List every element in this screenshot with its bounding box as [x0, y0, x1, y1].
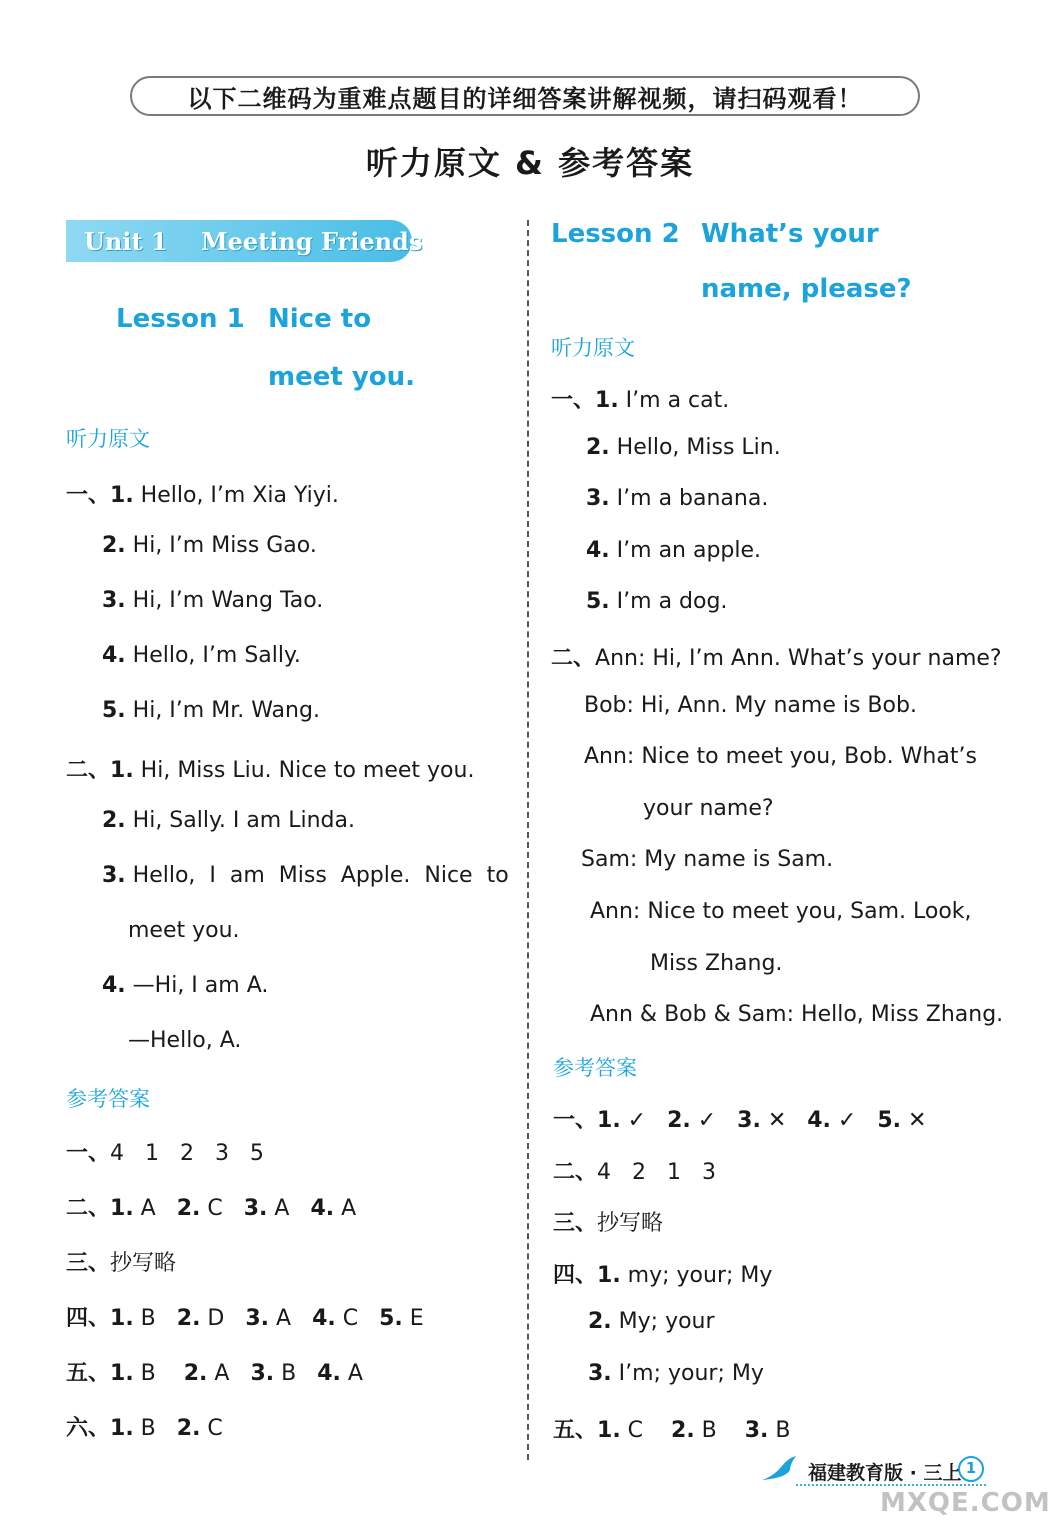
footer-edition: 福建教育版 · 三上: [808, 1462, 962, 1484]
answer-text: my; your; My: [620, 1262, 773, 1288]
answer-text: C: [620, 1417, 672, 1443]
column-divider: [527, 220, 529, 1460]
script-text: I’m a dog.: [609, 589, 728, 615]
item-number: 1.: [110, 1361, 134, 1386]
bird-logo-icon: [760, 1454, 800, 1484]
lesson-1-title-line-1: Nice to: [268, 304, 372, 334]
section-marker: 一、: [66, 483, 111, 508]
item-number: 3.: [586, 486, 610, 512]
item-number: 4.: [310, 1196, 335, 1221]
section-marker: 五、: [553, 1417, 598, 1443]
lesson-2-label: Lesson 2: [551, 219, 680, 249]
lesson-2-title-line-2: name, please?: [701, 274, 912, 304]
script-line: [586, 435, 781, 460]
section-marker: 二、: [66, 1196, 111, 1221]
script-text: Bob: Hi, Ann. My name is Bob.: [584, 692, 917, 718]
script-text: Hello, I’m Xia Yiyi.: [133, 483, 339, 508]
answer-text: B: [768, 1417, 791, 1443]
item-number: 4.: [807, 1108, 831, 1133]
answer-text: ✓: [620, 1108, 668, 1133]
item-number: 2.: [176, 1306, 201, 1331]
answer-line: [588, 1309, 715, 1334]
script-line: [586, 486, 768, 511]
lesson-1-listening-heading: 听力原文: [66, 427, 150, 451]
answer-text: B: [274, 1361, 318, 1386]
script-line: [102, 698, 320, 723]
answer-line: [66, 1246, 176, 1277]
script-line: [581, 847, 833, 872]
unit-label: Unit 1: [84, 226, 168, 256]
section-marker: 三、: [553, 1211, 598, 1237]
answer-text: A: [133, 1196, 177, 1221]
answer-text: My; your: [611, 1309, 715, 1335]
answer-text: A: [334, 1196, 357, 1221]
script-line: [584, 693, 917, 718]
script-text: Hi, I’m Miss Gao.: [125, 533, 317, 558]
answer-text: I’m; your; My: [611, 1361, 764, 1386]
answer-text: ✕: [901, 1108, 927, 1133]
unit-title: Meeting Friends: [201, 226, 423, 256]
answer-text: B: [694, 1417, 745, 1443]
item-number: 5.: [586, 589, 610, 615]
item-number: 3.: [102, 588, 126, 613]
script-line: [66, 753, 474, 784]
page-title: 听力原文 & 参考答案: [365, 144, 695, 182]
item-number: 3.: [102, 863, 126, 888]
answer-text: A: [269, 1306, 313, 1331]
answer-text: 4 2 1 3: [597, 1159, 716, 1185]
item-number: 2.: [588, 1309, 612, 1335]
script-line: [586, 538, 761, 563]
script-line: [102, 808, 355, 833]
answer-text: A: [267, 1196, 311, 1221]
section-marker: 六、: [66, 1416, 111, 1441]
item-number: 4.: [312, 1306, 336, 1331]
answer-text: A: [340, 1361, 363, 1386]
script-text: Hi, I’m Wang Tao.: [125, 588, 324, 613]
answer-text: ✓: [830, 1108, 878, 1133]
script-line: [102, 588, 323, 613]
item-number: 2.: [102, 533, 126, 558]
item-number: 1.: [597, 1262, 621, 1288]
script-line: [586, 589, 727, 614]
script-text: Hi, I’m Mr. Wang.: [125, 698, 320, 723]
script-text: Ann & Bob & Sam: Hello, Miss Zhang.: [590, 1002, 1004, 1028]
section-marker: 三、: [66, 1251, 111, 1276]
footer-publisher: 福建教育版: [808, 1462, 904, 1484]
item-number: 4.: [102, 643, 126, 668]
item-number: 2.: [586, 434, 610, 460]
section-marker: 二、: [551, 646, 596, 671]
item-number: 3.: [744, 1417, 769, 1443]
footer-rule: [796, 1484, 986, 1486]
item-number: 3.: [737, 1108, 761, 1133]
video-banner: 以下二维码为重难点题目的详细答案讲解视频，请扫码观看！: [130, 76, 920, 116]
item-number: 1.: [110, 758, 134, 783]
script-text: Hello, I’m Sally.: [125, 643, 301, 668]
answer-line: [66, 1411, 223, 1442]
item-number: 1.: [595, 388, 619, 413]
answer-text: C: [200, 1416, 223, 1441]
lesson-1-title-line-2: meet you.: [268, 362, 416, 392]
item-number: 2.: [176, 1416, 201, 1441]
section-marker: 四、: [553, 1262, 598, 1288]
section-marker: 一、: [551, 388, 596, 413]
item-number: 2.: [667, 1108, 691, 1133]
answer-text: ✕: [760, 1108, 808, 1133]
answer-text: E: [402, 1306, 424, 1331]
site-watermark: MXQE.COM: [880, 1488, 1051, 1518]
script-text: Hi, Miss Liu. Nice to meet you.: [133, 758, 475, 783]
item-number: 1.: [110, 483, 134, 508]
item-number: 3.: [245, 1306, 270, 1331]
item-number: 1.: [110, 1416, 134, 1441]
answer-text: ✓: [690, 1108, 738, 1133]
section-marker: 二、: [553, 1159, 598, 1185]
script-text: Ann: Hi, I’m Ann. What’s your name?: [595, 646, 1002, 671]
answer-text: B: [133, 1361, 184, 1386]
script-text: I’m a banana.: [609, 486, 769, 512]
item-number: 4.: [586, 537, 610, 563]
answer-text: B: [133, 1416, 177, 1441]
script-text: Ann: Nice to meet you, Sam. Look,: [590, 899, 972, 924]
script-line: [551, 383, 729, 414]
script-line: [128, 918, 240, 943]
page-number: 1: [965, 1459, 977, 1477]
answer-text: 4 1 2 3 5: [110, 1141, 264, 1166]
script-line: [66, 478, 339, 509]
answer-line: [553, 1413, 791, 1444]
script-text: Ann: Nice to meet you, Bob. What’s: [584, 744, 977, 770]
answer-line: [553, 1258, 772, 1289]
script-line: [102, 533, 317, 558]
script-text: Sam: My name is Sam.: [581, 847, 834, 873]
item-number: 5.: [877, 1108, 901, 1133]
lesson-2-answers-heading: 参考答案: [553, 1056, 637, 1080]
answer-line: [66, 1356, 363, 1387]
item-number: 1.: [110, 1306, 134, 1331]
item-number: 2.: [671, 1417, 695, 1443]
item-number: 3.: [588, 1361, 612, 1386]
script-line: [102, 643, 301, 668]
script-text: I’m a cat.: [618, 388, 730, 413]
script-text: Miss Zhang.: [650, 950, 783, 976]
script-text: I’m an apple.: [609, 537, 762, 563]
script-line: [590, 899, 972, 924]
answer-line: [66, 1191, 356, 1222]
item-number: 4.: [102, 973, 126, 998]
item-number: 2.: [183, 1361, 208, 1386]
item-number: 2.: [102, 808, 126, 833]
script-line: [643, 796, 774, 821]
answer-text: C: [335, 1306, 380, 1331]
answer-text: 抄写略: [110, 1251, 177, 1276]
script-line: [590, 1002, 1003, 1027]
item-number: 5.: [379, 1306, 403, 1331]
lesson-2-listening-heading: 听力原文: [551, 336, 635, 360]
section-marker: 一、: [553, 1108, 598, 1133]
answer-text: D: [200, 1306, 246, 1331]
item-number: 3.: [243, 1196, 268, 1221]
page-footer: [760, 1448, 990, 1492]
section-marker: 五、: [66, 1361, 111, 1386]
script-text: Hi, Sally. I am Linda.: [125, 808, 355, 833]
script-text: your name?: [643, 795, 774, 821]
answer-line: [553, 1206, 663, 1237]
footer-grade: 三上: [923, 1462, 962, 1484]
script-text: Hello, Miss Lin.: [609, 434, 781, 460]
answer-line: [66, 1301, 424, 1332]
answer-text: 抄写略: [597, 1211, 664, 1237]
script-line: [102, 973, 268, 998]
item-number: 3.: [250, 1361, 275, 1386]
lesson-2-title-line-1: What’s your: [701, 219, 879, 249]
item-number: 1.: [597, 1108, 621, 1133]
script-line: [584, 744, 977, 769]
section-marker: 二、: [66, 758, 111, 783]
section-marker: 四、: [66, 1306, 111, 1331]
item-number: 1.: [110, 1196, 134, 1221]
answer-line: [588, 1361, 764, 1386]
script-line: [102, 863, 509, 888]
script-text: —Hi, I am A.: [125, 973, 269, 998]
item-number: 2.: [176, 1196, 201, 1221]
lesson-1-label: Lesson 1: [116, 304, 245, 334]
unit-tab: [66, 220, 423, 262]
script-line: [128, 1028, 241, 1053]
script-line: [551, 641, 1002, 672]
lesson-1-answers-heading: 参考答案: [66, 1087, 150, 1111]
answer-line: [553, 1103, 926, 1134]
answer-line: [553, 1155, 716, 1186]
item-number: 1.: [597, 1417, 621, 1443]
script-line: [650, 951, 782, 976]
answer-line: [66, 1136, 264, 1167]
answer-text: A: [207, 1361, 251, 1386]
script-text: Hello, I am Miss Apple. Nice to: [125, 863, 509, 888]
item-number: 5.: [102, 698, 126, 723]
item-number: 4.: [317, 1361, 341, 1386]
answer-text: B: [133, 1306, 177, 1331]
script-text: —Hello, A.: [128, 1028, 242, 1053]
answer-text: C: [200, 1196, 244, 1221]
script-text: meet you.: [128, 918, 240, 943]
section-marker: 一、: [66, 1141, 111, 1166]
